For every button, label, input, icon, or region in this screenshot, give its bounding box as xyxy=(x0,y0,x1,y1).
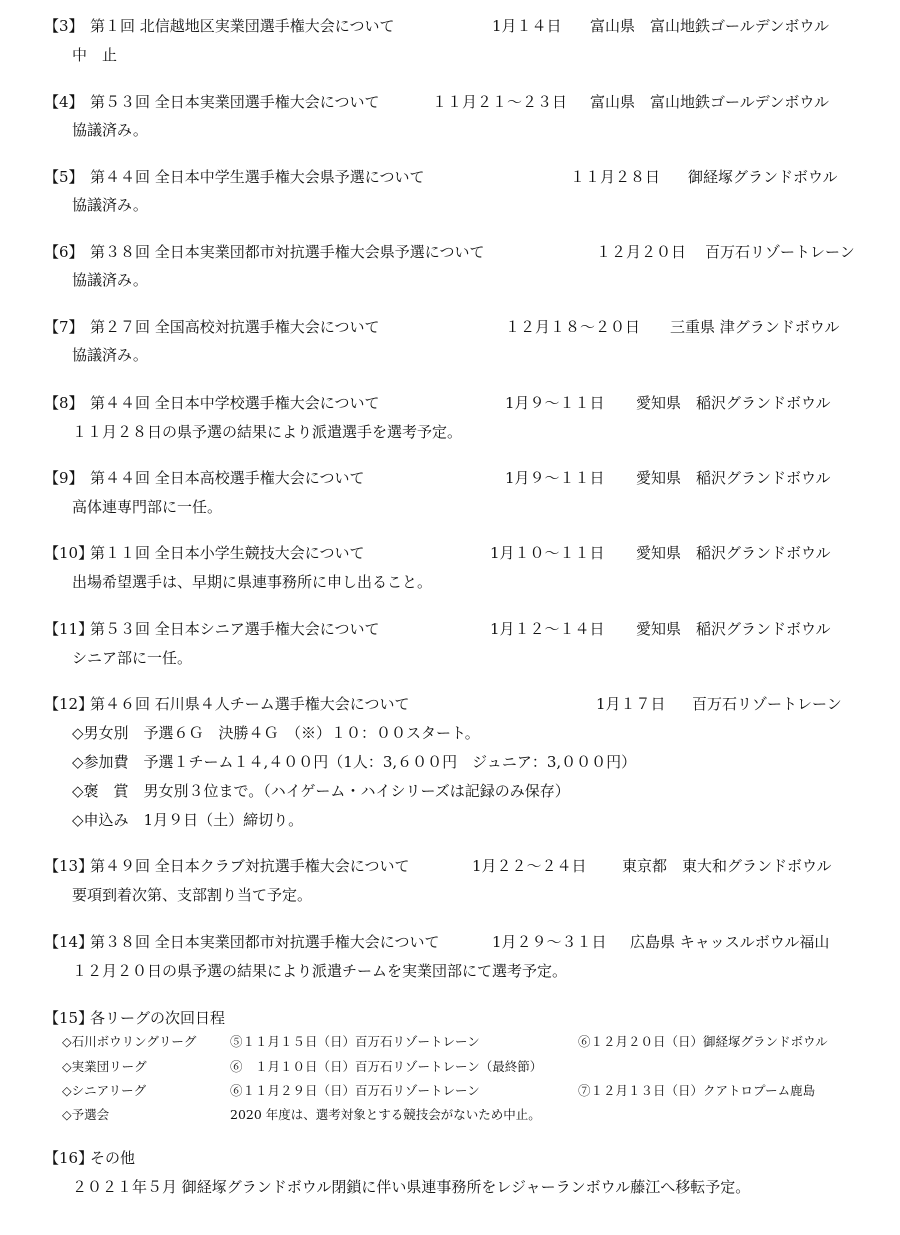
league-name: ◇予選会 xyxy=(62,1107,110,1122)
item-date: 1月１２～１４日 xyxy=(490,620,605,638)
item-8-header xyxy=(0,391,900,415)
item-13-note-row xyxy=(0,883,900,907)
league-next-date: ⑤１１月１５日（日）百万石リゾートレーン xyxy=(230,1034,480,1049)
item-title: 第４４回 全日本中学校選手権大会について xyxy=(90,394,380,412)
item-7-header xyxy=(0,315,900,339)
item-venue: 百万石リゾートレーン xyxy=(705,243,855,261)
item-note: 協議済み。 xyxy=(72,121,148,139)
item-5-header xyxy=(0,165,900,189)
detail-text: ◇男女別 予選６Ｇ 決勝４Ｇ （※）１０：００スタート。 xyxy=(72,724,480,742)
item-venue: 富山県 富山地鉄ゴールデンボウル xyxy=(590,93,829,111)
item-14-note-row xyxy=(0,959,900,983)
item-date: １１月２８日 xyxy=(570,168,661,186)
item-venue: 百万石リゾートレーン xyxy=(692,695,842,713)
league-name: ◇実業団リーグ xyxy=(62,1059,147,1074)
item-13-header xyxy=(0,854,900,878)
item-date: １１月２１～２３日 xyxy=(432,93,568,111)
item-12-detail xyxy=(0,750,900,774)
item-number: 【5】 xyxy=(44,168,84,186)
league-next-date: 2020 年度は、選考対象とする競技会がないため中止。 xyxy=(230,1107,541,1122)
league-name: ◇石川ボウリングリーグ xyxy=(62,1034,197,1049)
item-venue: 愛知県 稲沢グランドボウル xyxy=(636,394,831,412)
item-number: 【12】 xyxy=(44,695,94,713)
item-title: 第１１回 全日本小学生競技大会について xyxy=(90,544,365,562)
item-title: その他 xyxy=(90,1149,136,1167)
item-4-header xyxy=(0,90,900,114)
item-date: 1月１４日 xyxy=(492,17,562,35)
item-note: １２月２０日の県予選の結果により派遣チームを実業団部にて選考予定。 xyxy=(72,962,568,980)
item-3-header xyxy=(0,14,900,38)
item-number: 【10】 xyxy=(44,544,94,562)
item-venue: 富山県 富山地鉄ゴールデンボウル xyxy=(590,17,829,35)
league-row xyxy=(0,1031,900,1053)
item-number: 【14】 xyxy=(44,933,94,951)
item-title: 第５３回 全日本シニア選手権大会について xyxy=(90,620,380,638)
item-16-note-row xyxy=(0,1175,900,1199)
item-title: 第１回 北信越地区実業団選手権大会について xyxy=(90,17,395,35)
league-row xyxy=(0,1080,900,1102)
detail-text: ◇褒 賞 男女別３位まで。（ハイゲーム・ハイシリーズは記録のみ保存） xyxy=(72,782,570,800)
detail-text: ◇申込み 1月９日（土）締切り。 xyxy=(72,811,304,829)
item-title: 第４９回 全日本クラブ対抗選手権大会について xyxy=(90,857,410,875)
item-title: 第４４回 全日本中学生選手権大会県予選について xyxy=(90,168,425,186)
item-note: 協議済み。 xyxy=(72,271,148,289)
item-16-header xyxy=(0,1146,900,1170)
item-note: １１月２８日の県予選の結果により派遣選手を選考予定。 xyxy=(72,423,463,441)
item-date: 1月２２～２４日 xyxy=(472,857,587,875)
item-date: 1月９～１１日 xyxy=(505,469,605,487)
item-date: 1月９～１１日 xyxy=(505,394,605,412)
item-note: 協議済み。 xyxy=(72,196,148,214)
item-number: 【9】 xyxy=(44,469,84,487)
item-number: 【4】 xyxy=(44,93,84,111)
item-venue: 愛知県 稲沢グランドボウル xyxy=(636,620,831,638)
league-next-date: ⑥１１月２９日（日）百万石リゾートレーン xyxy=(230,1083,480,1098)
item-11-note-row xyxy=(0,646,900,670)
item-10-header xyxy=(0,541,900,565)
item-title: 第３８回 全日本実業団都市対抗選手権大会について xyxy=(90,933,440,951)
item-number: 【13】 xyxy=(44,857,94,875)
item-title: 各リーグの次回日程 xyxy=(90,1009,226,1027)
item-date: 1月２９～３１日 xyxy=(492,933,607,951)
league-row xyxy=(0,1056,900,1078)
item-10-note-row xyxy=(0,570,900,594)
item-4-note-row xyxy=(0,118,900,142)
item-6-note-row xyxy=(0,268,900,292)
item-8-note-row xyxy=(0,420,900,444)
item-date: 1月１０～１１日 xyxy=(490,544,605,562)
league-name: ◇シニアリーグ xyxy=(62,1083,147,1098)
item-date: １２月１８～２０日 xyxy=(505,318,641,336)
item-date: １２月２０日 xyxy=(596,243,687,261)
item-3-note-row xyxy=(0,43,900,67)
item-12-detail xyxy=(0,808,900,832)
item-title: 第５３回 全日本実業団選手権大会について xyxy=(90,93,380,111)
item-venue: 三重県 津グランドボウル xyxy=(670,318,840,336)
item-venue: 愛知県 稲沢グランドボウル xyxy=(636,469,831,487)
item-note: シニア部に一任。 xyxy=(72,649,193,667)
item-number: 【6】 xyxy=(44,243,84,261)
item-note: ２０２１年５月 御経塚グランドボウル閉鎖に伴い県連事務所をレジャーランボウル藤江へ移転予定。 xyxy=(72,1178,751,1196)
league-next-date: ⑥ １月１０日（日）百万石リゾートレーン（最終節） xyxy=(230,1059,543,1074)
item-note: 協議済み。 xyxy=(72,346,148,364)
item-12-detail xyxy=(0,779,900,803)
item-note: 出場希望選手は、早期に県連事務所に申し出ること。 xyxy=(72,573,433,591)
item-title: 第２７回 全国高校対抗選手権大会について xyxy=(90,318,380,336)
item-number: 【7】 xyxy=(44,318,84,336)
item-number: 【15】 xyxy=(44,1009,94,1027)
item-venue: 愛知県 稲沢グランドボウル xyxy=(636,544,831,562)
item-number: 【16】 xyxy=(44,1149,94,1167)
item-number: 【3】 xyxy=(44,17,84,35)
item-14-header xyxy=(0,930,900,954)
item-title: 第４６回 石川県４人チーム選手権大会について xyxy=(90,695,410,713)
item-5-note-row xyxy=(0,193,900,217)
detail-text: ◇参加費 予選１チーム１４,４００円（1人：3,６００円 ジュニア：3,０００円） xyxy=(72,753,637,771)
item-12-header xyxy=(0,692,900,716)
league-following-date: ⑦１２月１３日（日）クアトロプーム鹿島 xyxy=(578,1083,816,1098)
item-date: 1月１７日 xyxy=(596,695,666,713)
item-venue: 広島県 キャッスルボウル福山 xyxy=(630,933,830,951)
item-note: 中 止 xyxy=(72,46,118,64)
league-following-date: ⑥１２月２０日（日）御経塚グランドボウル xyxy=(578,1034,828,1049)
item-note: 高体連専門部に一任。 xyxy=(72,498,223,516)
item-7-note-row xyxy=(0,343,900,367)
item-title: 第３８回 全日本実業団都市対抗選手権大会県予選について xyxy=(90,243,485,261)
item-15-header xyxy=(0,1006,900,1030)
item-9-header xyxy=(0,466,900,490)
item-12-detail xyxy=(0,721,900,745)
league-row xyxy=(0,1104,900,1126)
item-11-header xyxy=(0,617,900,641)
item-number: 【8】 xyxy=(44,394,84,412)
item-venue: 東京都 東大和グランドボウル xyxy=(622,857,832,875)
item-title: 第４４回 全日本高校選手権大会について xyxy=(90,469,365,487)
item-9-note-row xyxy=(0,495,900,519)
item-note: 要項到着次第、支部割り当て予定。 xyxy=(72,886,313,904)
item-number: 【11】 xyxy=(44,620,94,638)
item-venue: 御経塚グランドボウル xyxy=(688,168,838,186)
item-6-header xyxy=(0,240,900,264)
